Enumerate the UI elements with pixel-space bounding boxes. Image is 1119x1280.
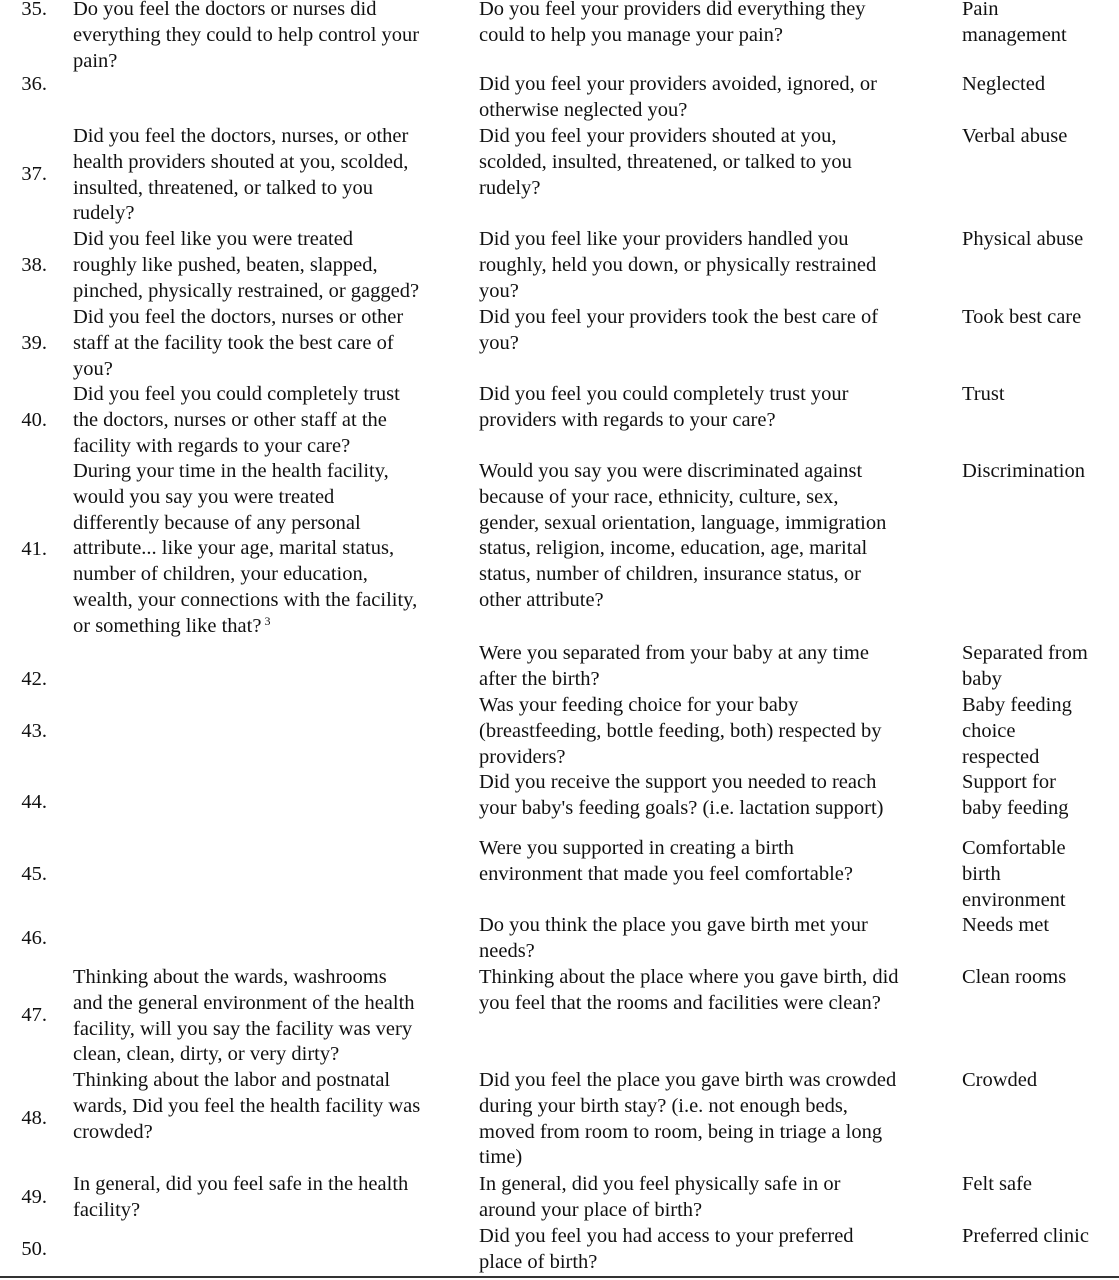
revised-question-line: place of birth? xyxy=(479,1250,598,1273)
original-question xyxy=(73,305,458,382)
domain-label-line: Neglected xyxy=(962,73,1046,95)
revised-question-line: you? xyxy=(479,331,519,354)
revised-question-line: Thinking about the place where you gave birth, did xyxy=(479,966,899,988)
revised-question-line: providers with regards to your care? xyxy=(479,408,776,431)
domain-label xyxy=(962,72,1112,98)
table-row xyxy=(0,382,1119,459)
revised-question-line: Were you separated from your baby at any time xyxy=(479,642,869,664)
revised-question xyxy=(479,72,941,124)
original-question-line: Do you feel the doctors or nurses did xyxy=(73,0,377,20)
table-row xyxy=(0,836,1119,914)
original-question-line: During your time in the health facility, xyxy=(73,460,389,482)
revised-question-line: Do you think the place you gave birth met your xyxy=(479,914,868,936)
revised-question xyxy=(479,305,941,357)
revised-question-line: moved from room to room, being in triage a long xyxy=(479,1120,883,1143)
domain-label-line: Pain xyxy=(962,0,999,20)
revised-question-line: otherwise neglected you? xyxy=(479,98,688,121)
revised-question-line: Would you say you were discriminated against xyxy=(479,460,863,482)
footnote-marker: 3 xyxy=(264,613,271,628)
original-question-line: differently because of any personal xyxy=(73,511,361,534)
revised-question xyxy=(479,459,941,614)
domain-label-line: Comfortable xyxy=(962,837,1066,859)
original-question-line: pain? xyxy=(73,49,118,72)
item-number: 36. xyxy=(21,73,47,95)
revised-question-line: Did you feel the place you gave birth was crowded xyxy=(479,1069,897,1091)
original-question-line: would you say you were treated xyxy=(73,485,335,508)
revised-question-line: scolded, insulted, threatened, or talked to you xyxy=(479,150,852,173)
item-number: 39. xyxy=(21,332,47,354)
table-row xyxy=(0,1224,1119,1276)
original-question-line: wards, Did you feel the health facility was xyxy=(73,1094,421,1117)
domain-label-line: birth xyxy=(962,862,1001,885)
original-question xyxy=(73,382,458,459)
domain-label xyxy=(962,693,1112,770)
domain-label-line: baby feeding xyxy=(962,796,1069,819)
domain-label-line: Clean rooms xyxy=(962,966,1067,988)
revised-question xyxy=(479,965,941,1017)
table-row xyxy=(0,227,1119,305)
domain-label xyxy=(962,0,1112,49)
item-number: 43. xyxy=(21,720,47,742)
original-question-line: Thinking about the labor and postnatal xyxy=(73,1069,391,1091)
table-bottom-rule xyxy=(0,1276,1119,1278)
original-question-line: Did you feel like you were treated xyxy=(73,228,354,250)
original-question-line: Thinking about the wards, washrooms xyxy=(73,966,387,988)
domain-label-line: Felt safe xyxy=(962,1173,1033,1195)
revised-question xyxy=(479,382,941,434)
original-question-line: staff at the facility took the best care of xyxy=(73,331,394,354)
table-row xyxy=(0,1172,1119,1224)
item-number: 40. xyxy=(21,409,47,431)
domain-label-line: Support for xyxy=(962,771,1056,793)
revised-question xyxy=(479,1068,941,1171)
domain-label-line: Preferred clinic xyxy=(962,1225,1089,1247)
table-row xyxy=(0,641,1119,693)
domain-label xyxy=(962,1224,1112,1250)
original-question-line: crowded? xyxy=(73,1120,153,1143)
domain-label-line: Baby feeding xyxy=(962,694,1072,716)
revised-question-line: Did you feel your providers avoided, ignored, or xyxy=(479,73,877,95)
revised-question-line: Did you feel like your providers handled you xyxy=(479,228,849,250)
domain-label-line: choice xyxy=(962,719,1016,742)
table-row xyxy=(0,693,1119,770)
revised-question-line: other attribute? xyxy=(479,588,604,611)
revised-question-line: time) xyxy=(479,1146,523,1169)
table-row xyxy=(0,1068,1119,1172)
revised-question-line: needs? xyxy=(479,939,535,962)
table-row xyxy=(0,72,1119,124)
original-question-line: wealth, your connections with the facility, xyxy=(73,588,418,611)
revised-question-line: after the birth? xyxy=(479,667,600,690)
original-question-line: facility, will you say the facility was very xyxy=(73,1017,413,1040)
table-row xyxy=(0,913,1119,965)
domain-label-line: Verbal abuse xyxy=(962,125,1068,147)
item-number: 48. xyxy=(21,1107,47,1129)
domain-label-line: Needs met xyxy=(962,914,1050,936)
revised-question-line: status, number of children, insurance status, or xyxy=(479,563,862,586)
revised-question-line: could to help you manage your pain? xyxy=(479,23,783,46)
domain-label xyxy=(962,124,1112,150)
original-question xyxy=(73,124,458,227)
domain-label xyxy=(962,913,1112,939)
item-number: 35. xyxy=(21,0,47,20)
revised-question-line: Were you supported in creating a birth xyxy=(479,837,794,859)
original-question-line: rudely? xyxy=(73,202,135,225)
domain-label-line: Separated from xyxy=(962,642,1088,664)
domain-label-line: baby xyxy=(962,667,1002,690)
table-row xyxy=(0,0,1119,74)
domain-label-line: Physical abuse xyxy=(962,228,1084,250)
item-number: 45. xyxy=(21,863,47,885)
original-question xyxy=(73,1068,458,1145)
revised-question xyxy=(479,227,941,304)
revised-question-line: around your place of birth? xyxy=(479,1198,703,1221)
table-row xyxy=(0,305,1119,382)
revised-question xyxy=(479,913,941,965)
revised-question-line: you feel that the rooms and facilities were clean? xyxy=(479,991,881,1014)
original-question-line: Did you feel the doctors, nurses or other xyxy=(73,306,404,328)
original-question-line: everything they could to help control your xyxy=(73,23,420,46)
domain-label-line: environment xyxy=(962,888,1066,911)
revised-question-line: status, religion, income, education, age, marital xyxy=(479,537,868,560)
revised-question-line: your baby's feeding goals? (i.e. lactation support) xyxy=(479,796,884,819)
revised-question-line: during your birth stay? (i.e. not enough beds, xyxy=(479,1094,848,1117)
item-number: 38. xyxy=(21,254,47,276)
revised-question-line: Did you feel you could completely trust your xyxy=(479,383,849,405)
domain-label xyxy=(962,836,1112,913)
original-question-line: In general, did you feel safe in the health xyxy=(73,1173,409,1195)
domain-label-line: Took best care xyxy=(962,306,1082,328)
item-number: 46. xyxy=(21,927,47,949)
original-question-line: roughly like pushed, beaten, slapped, xyxy=(73,253,378,276)
revised-question xyxy=(479,770,941,822)
revised-question-line: environment that made you feel comfortable? xyxy=(479,862,853,885)
item-number: 41. xyxy=(21,538,47,560)
domain-label-line: Discrimination xyxy=(962,460,1085,482)
original-question xyxy=(73,459,458,642)
original-question-line: the doctors, nurses or other staff at the xyxy=(73,408,387,431)
revised-question-line: Do you feel your providers did everything they xyxy=(479,0,866,20)
revised-question xyxy=(479,124,941,201)
revised-question xyxy=(479,641,941,693)
original-question xyxy=(73,965,458,1068)
revised-question xyxy=(479,693,941,770)
domain-label-line: Trust xyxy=(962,383,1005,405)
revised-question xyxy=(479,0,941,49)
original-question xyxy=(73,0,458,74)
revised-question-line: you? xyxy=(479,279,519,302)
revised-question xyxy=(479,1172,941,1224)
domain-label xyxy=(962,459,1112,485)
revised-question-line: In general, did you feel physically safe in or xyxy=(479,1173,841,1195)
table-row xyxy=(0,459,1119,641)
revised-question-line: Did you receive the support you needed to reach xyxy=(479,771,877,793)
original-question xyxy=(73,1172,458,1224)
revised-question-line: Did you feel your providers took the best care of xyxy=(479,306,879,328)
revised-question-line: Was your feeding choice for your baby xyxy=(479,694,799,716)
item-number: 37. xyxy=(21,163,47,185)
item-number: 49. xyxy=(21,1186,47,1208)
table-row xyxy=(0,965,1119,1068)
revised-question-line: (breastfeeding, bottle feeding, both) respected by xyxy=(479,719,882,742)
domain-label xyxy=(962,1172,1112,1198)
table-row xyxy=(0,124,1119,227)
original-question-line: pinched, physically restrained, or gagged? xyxy=(73,279,420,302)
domain-label xyxy=(962,305,1112,331)
domain-label xyxy=(962,227,1112,253)
revised-question-line: Did you feel you had access to your preferred xyxy=(479,1225,854,1247)
revised-question-line: because of your race, ethnicity, culture, sex, xyxy=(479,485,839,508)
domain-label-line: respected xyxy=(962,745,1040,768)
original-question xyxy=(73,227,458,304)
revised-question xyxy=(479,1224,941,1276)
original-question-line: Did you feel the doctors, nurses, or other xyxy=(73,125,409,147)
original-question-line: or something like that? $^3$ xyxy=(73,613,271,637)
domain-label-line: Crowded xyxy=(962,1069,1038,1091)
table-row xyxy=(0,770,1119,835)
item-number: 50. xyxy=(21,1238,47,1260)
revised-question xyxy=(479,836,941,888)
original-question-line: attribute... like your age, marital status, xyxy=(73,537,395,560)
domain-label-line: management xyxy=(962,23,1067,46)
original-question-line: health providers shouted at you, scolded, xyxy=(73,150,409,173)
original-question-line: number of children, your education, xyxy=(73,563,368,586)
original-question-line: Did you feel you could completely trust xyxy=(73,383,400,405)
revised-question-line: providers? xyxy=(479,745,566,768)
revised-question-line: gender, sexual orientation, language, immigration xyxy=(479,511,887,534)
item-number: 47. xyxy=(21,1004,47,1026)
original-question-line: facility? xyxy=(73,1198,141,1221)
original-question-line: clean, clean, dirty, or very dirty? xyxy=(73,1043,340,1066)
domain-label xyxy=(962,965,1112,991)
domain-label xyxy=(962,641,1112,693)
revised-question-line: rudely? xyxy=(479,176,541,199)
original-question-line: insulted, threatened, or talked to you xyxy=(73,176,374,199)
item-number: 44. xyxy=(21,791,47,813)
domain-label xyxy=(962,770,1112,822)
original-question-line: you? xyxy=(73,357,113,380)
domain-label xyxy=(962,382,1112,408)
revised-question-line: roughly, held you down, or physically restrained xyxy=(479,253,877,276)
revised-question-line: Did you feel your providers shouted at you, xyxy=(479,125,837,147)
original-question-line: facility with regards to your care? xyxy=(73,434,351,457)
item-number: 42. xyxy=(21,668,47,690)
domain-label xyxy=(962,1068,1112,1094)
original-question-line: and the general environment of the health xyxy=(73,991,415,1014)
